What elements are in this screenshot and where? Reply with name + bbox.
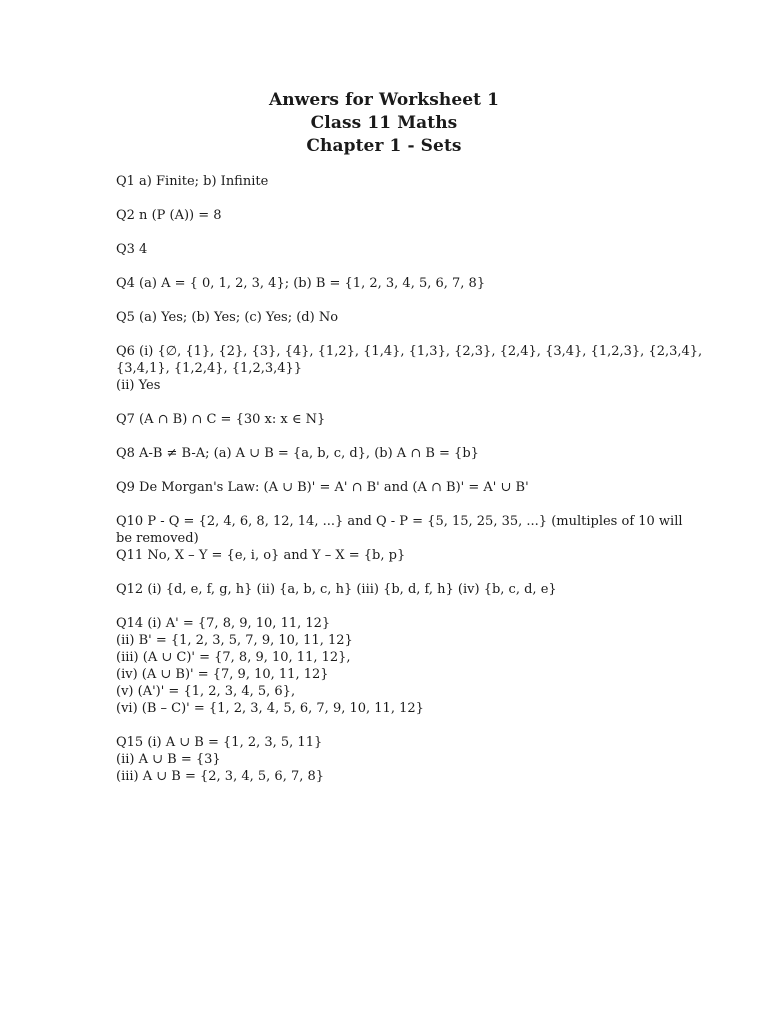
answer-line: Q14 (i) A' = {7, 8, 9, 10, 11, 12}: [116, 616, 331, 631]
answer-line: Q3 4: [116, 242, 148, 257]
answer-item: [116, 615, 676, 717]
answer-item: [116, 173, 676, 190]
answer-line: Q2 n (P (A)) = 8: [116, 208, 222, 223]
title-line-class: Class 11 Maths: [310, 113, 458, 133]
answer-line: (ii) A ∪ B = {3}: [116, 752, 221, 767]
answer-line: Q12 (i) {d, e, f, g, h} (ii) {a, b, c, h} (iii) {b, d, f, h} (iv) {b, c, d, e}: [116, 582, 557, 597]
answer-item: [116, 343, 703, 394]
answer-item: [116, 581, 676, 598]
answer-item: [116, 411, 676, 428]
answer-line: (iii) (A ∪ C)' = {7, 8, 9, 10, 11, 12},: [116, 650, 351, 665]
answer-line: be removed): [116, 531, 199, 546]
answer-line: Q10 P - Q = {2, 4, 6, 8, 12, 14, ...} and Q - P = {5, 15, 25, 35, ...} (multiples of 10 will: [116, 514, 683, 529]
answer-item: [116, 734, 676, 785]
answer-line: Q4 (a) A = { 0, 1, 2, 3, 4}; (b) B = {1, 2, 3, 4, 5, 6, 7, 8}: [116, 276, 486, 291]
answer-line: Q11 No, X – Y = {e, i, o} and Y – X = {b, p}: [116, 548, 406, 563]
answer-line: Q7 (A ∩ B) ∩ C = {30 x: x ∈ N}: [116, 412, 326, 427]
answers-list: [116, 173, 703, 802]
answer-line: Q8 A-B ≠ B-A; (a) A ∪ B = {a, b, c, d}, (b) A ∩ B = {b}: [116, 446, 479, 461]
answer-item: [116, 207, 676, 224]
answer-item: [116, 479, 676, 496]
answer-line: (ii) B' = {1, 2, 3, 5, 7, 9, 10, 11, 12}: [116, 633, 353, 648]
answer-line: {3,4,1}, {1,2,4}, {1,2,3,4}}: [116, 361, 303, 376]
answer-line: Q15 (i) A ∪ B = {1, 2, 3, 5, 11}: [116, 735, 323, 750]
answer-line: (iv) (A ∪ B)' = {7, 9, 10, 11, 12}: [116, 667, 329, 682]
title-line-worksheet: Anwers for Worksheet 1: [268, 90, 500, 110]
answer-item: [116, 513, 683, 547]
answer-item: [116, 309, 676, 326]
answer-line: (ii) Yes: [116, 378, 161, 393]
answer-line: (iii) A ∪ B = {2, 3, 4, 5, 6, 7, 8}: [116, 769, 325, 784]
title-line-chapter: Chapter 1 - Sets: [306, 136, 462, 156]
answer-line: Q1 a) Finite; b) Infinite: [116, 174, 269, 189]
answer-line: (v) (A')' = {1, 2, 3, 4, 5, 6},: [116, 684, 296, 699]
document-title: [0, 89, 768, 158]
answer-item: [116, 547, 676, 564]
answer-item: [116, 275, 676, 292]
answer-line: (vi) (B – C)' = {1, 2, 3, 4, 5, 6, 7, 9, 10, 11, 12}: [116, 701, 424, 716]
answer-item: [116, 445, 676, 462]
answer-line: Q6 (i) {∅, {1}, {2}, {3}, {4}, {1,2}, {1,4}, {1,3}, {2,3}, {2,4}, {3,4}, {1,2,3}, {2,3,4},: [116, 344, 703, 359]
answer-line: Q9 De Morgan's Law: (A ∪ B)' = A' ∩ B' and (A ∩ B)' = A' ∪ B': [116, 480, 529, 495]
answer-item: [116, 241, 676, 258]
answer-line: Q5 (a) Yes; (b) Yes; (c) Yes; (d) No: [116, 310, 339, 325]
